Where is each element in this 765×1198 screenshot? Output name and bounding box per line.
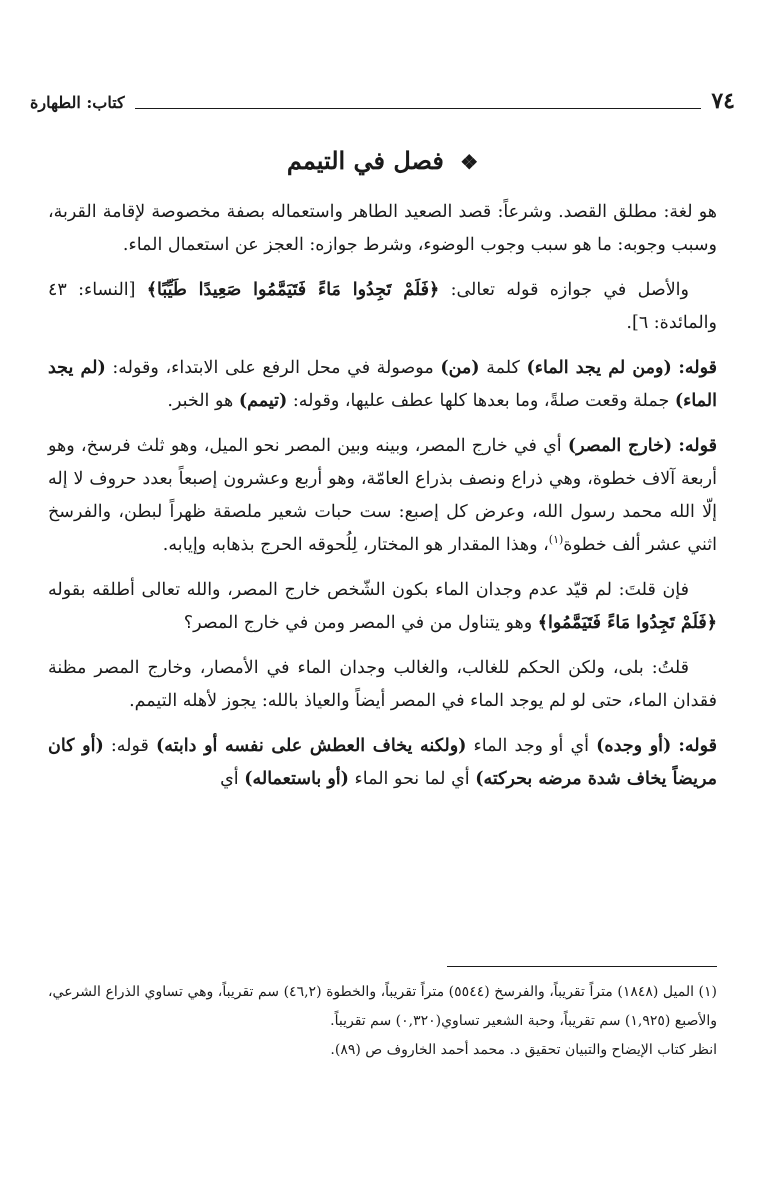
footnotes (48, 978, 717, 1065)
commentary-text: ، وهذا المقدار هو المختار، لِلُحوقه الحرج بذهابه وإيابه. (162, 535, 549, 555)
commentary-text: جملة وقعت صلةً، وما بعدها كلها عطف عليها، وقوله: (287, 391, 675, 411)
matn-quote: (ومن لم يجد الماء) (526, 358, 672, 378)
question-text: وهو يتناول من في المصر ومن في خارج المصر؟ (183, 613, 538, 633)
quran-verse: ﴿فَلَمْ تَجِدُوا مَاءً فَتَيَمَّمُوا صَعِيدًا طَيِّبًا﴾ (146, 280, 440, 300)
body-text (48, 196, 717, 808)
matn-quote: (خارج المصر) (567, 436, 673, 456)
commentary-label: قوله: (678, 358, 717, 378)
question-text: فإن قلتَ: لم قيّد عدم وجدان الماء بكون الشّخص خارج المصر، والله تعالى أطلقه بقوله (48, 580, 689, 600)
paragraph-answer: قلتُ: بلى، ولكن الحكم للغالب، والغالب وجدان الماء في الأمصار، وخارج المصر مظنة فقدان الماء، حتى لو لم يوجد الماء في المصر أيضاً والعياذ بالله: يجوز لأهله التيمم. (48, 658, 717, 711)
running-head (30, 86, 735, 112)
commentary-text: أي (220, 769, 245, 789)
commentary-text: هو الخبر. (167, 391, 239, 411)
footnote-1: (١) الميل (١٨٤٨) متراً تقريباً، والفرسخ (٥٥٤٤) متراً تقريباً، والخطوة (٤٦,٢) سم تقريباً، وهي تساوي الذراع الشرعي، والأصبع (١,٩٢٥) سم تقريباً، وحبة الشعير تساوي(٠,٣٢٠) سم تقريباً. (48, 984, 717, 1029)
commentary-text: أي أو وجد الماء (466, 736, 597, 756)
commentary-label: قوله: (678, 736, 717, 756)
paragraph-commentary-3 (48, 730, 717, 796)
commentary-text: كلمة (479, 358, 527, 378)
paragraph-question (48, 574, 717, 640)
paragraph-commentary-2 (48, 430, 717, 562)
footnote-marker: (١) (548, 533, 564, 547)
commentary-text: موصولة في محل الرفع على الابتداء، وقوله: (105, 358, 441, 378)
header-rule (135, 108, 702, 109)
commentary-label: قوله: (678, 436, 717, 456)
matn-quote: (تيمم) (238, 391, 288, 411)
matn-quote: (أو كان مريضاً يخاف شدة مرضه بحركته) (48, 736, 717, 789)
paragraph-commentary-1 (48, 352, 717, 418)
footnote-source: انظر كتاب الإيضاح والتبيان تحقيق د. محمد أحمد الخاروف ص (٨٩). (330, 1042, 717, 1058)
paragraph-definition: هو لغة: مطلق القصد. وشرعاً: قصد الصعيد الطاهر واستعماله بصفة مخصوصة لإقامة القربة، وسبب وجوبه: ما هو سبب وجوب الوضوء، وشرط جوازه: العجز عن استعمال الماء. (48, 202, 717, 255)
commentary-text: أي في خارج المصر، وبينه وبين المصر نحو الميل، وهو ثلث فرسخ، وهو أربعة آلاف خطوة، وهي ذراع ونصف بذراع العامّة، وهو أربع وعشرون إصبعاً بعدد حروف لا إله إلّا الله محمد رسول الله، وعرض كل إصبع: ست حبات شعير ملصقة ظهراً لبطن، والفرسخ اثني عشر ألف خطوة (48, 436, 717, 555)
evidence-intro: والأصل في جوازه قوله تعالى: (439, 280, 689, 300)
ornament-icon: ❖ (460, 150, 479, 174)
page-number: ٧٤ (711, 88, 735, 114)
matn-quote: (أو باستعماله) (244, 769, 349, 789)
matn-quote: (لم يجد الماء) (48, 358, 717, 411)
matn-quote: (أو وجده) (596, 736, 672, 756)
section-title-text: فصل في التيمم (286, 146, 444, 175)
commentary-text: قوله: (103, 736, 156, 756)
matn-quote: (ولكنه يخاف العطش على نفسه أو دابته) (155, 736, 467, 756)
section-title (0, 146, 765, 177)
verse-reference: [النساء: ٤٣ والمائدة: ٦]. (48, 280, 717, 333)
commentary-text: أي لما نحو الماء (348, 769, 476, 789)
matn-quote: (من) (440, 358, 480, 378)
quran-verse: ﴿فَلَمْ تَجِدُوا مَاءً فَتَيَمَّمُوا﴾ (537, 613, 717, 633)
book-title: كتاب: الطهارة (30, 93, 125, 112)
paragraph-evidence (48, 274, 717, 340)
footnote-rule (447, 966, 717, 967)
